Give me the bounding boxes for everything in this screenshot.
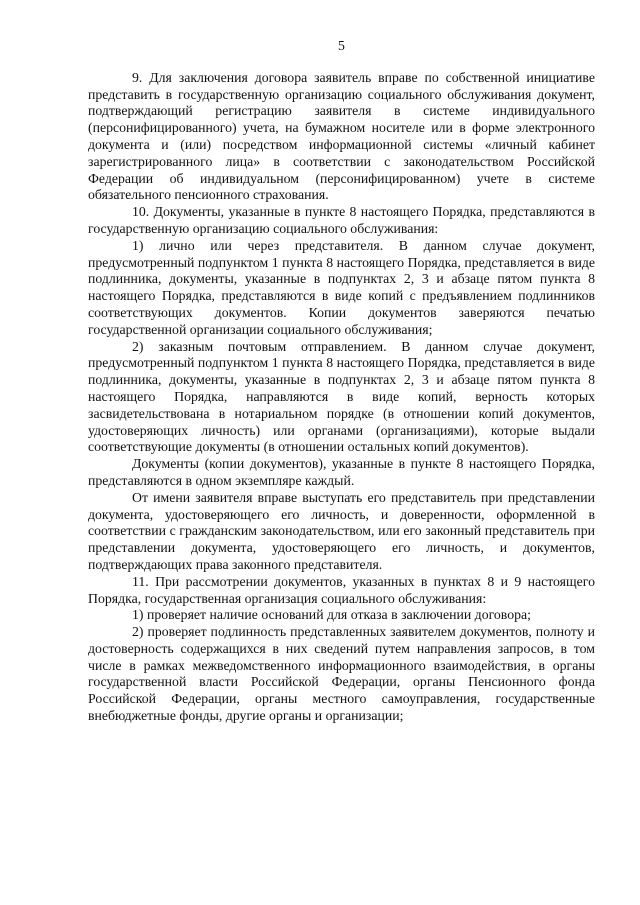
- paragraph-11-item-2: 2) проверяет подлинность представленных заявителем документов, полноту и достоверность содержащихся в них сведений путем направления запросов, в том числе в рамках межведомственного информационного взаимодействия, в органы государственной власти Российской Федерации, органы Пенсионного фонда Российской Федерации, органы местного самоуправления, государственные внебюджетные фонды, другие органы и организации;: [88, 624, 595, 724]
- paragraph-9: 9. Для заключения договора заявитель вправе по собственной инициативе представить в государственную организацию социального обслуживания документ, подтверждающий регистрацию заявителя в системе индивидуального (персонифицированного) учета, на бумажном носителе или в форме электронного документа и (или) посредством информационной системы «личный кабинет зарегистрированного лица» в соответствии с законодательством Российской Федерации об индивидуальном (персонифицированном) учете в системе обязательного пенсионного страхования.: [88, 69, 595, 203]
- paragraph-10: 10. Документы, указанные в пункте 8 настоящего Порядка, представляются в государственную организацию социального обслуживания:: [88, 204, 595, 236]
- paragraph-11: 11. При рассмотрении документов, указанных в пунктах 8 и 9 настоящего Порядка, государственная организация социального обслуживания:: [88, 573, 595, 606]
- paragraph-11-item-1: 1) проверяет наличие оснований для отказа в заключении договора;: [132, 607, 531, 623]
- page-number: 5: [338, 38, 345, 53]
- paragraph-copies-note: Документы (копии документов), указанные в пункте 8 настоящего Порядка, представляются в одном экземпляре каждый.: [88, 456, 595, 488]
- paragraph-10-item-1: 1) лично или через представителя. В данном случае документ, предусмотренный подпунктом 1 пункта 8 настоящего Порядка, представляется в виде подлинника, документы, указанные в подпунктах 2, 3 и абзаце пятом пункта 8 настоящего Порядка, представляются в виде копий с предъявлением подлинников соответствующих документов. Копии документов заверяются печатью государственной организации социального обслуживания;: [88, 237, 595, 337]
- paragraph-representative: От имени заявителя вправе выступать его представитель при представлении документа, удостоверяющего его личность, и доверенности, оформленной в соответствии с гражданским законодательством, или его законный представитель при представлении документа, удостоверяющего его личность, и документов, подтверждающих права законного представителя.: [88, 489, 595, 572]
- paragraph-10-item-2: 2) заказным почтовым отправлением. В данном случае документ, предусмотренный подпунктом 1 пункта 8 настоящего Порядка, представляется в виде подлинника, документы, указанные в подпунктах 2, 3 и абзаце пятом пункта 8 настоящего Порядка, направляются в виде копий, верность которых засвидетельствована в нотариальном порядке (в отношении копий документов, удостоверяющих личность) или органами (организациями), которые выдали соответствующие документы (в отношении остальных копий документов).: [88, 338, 595, 455]
